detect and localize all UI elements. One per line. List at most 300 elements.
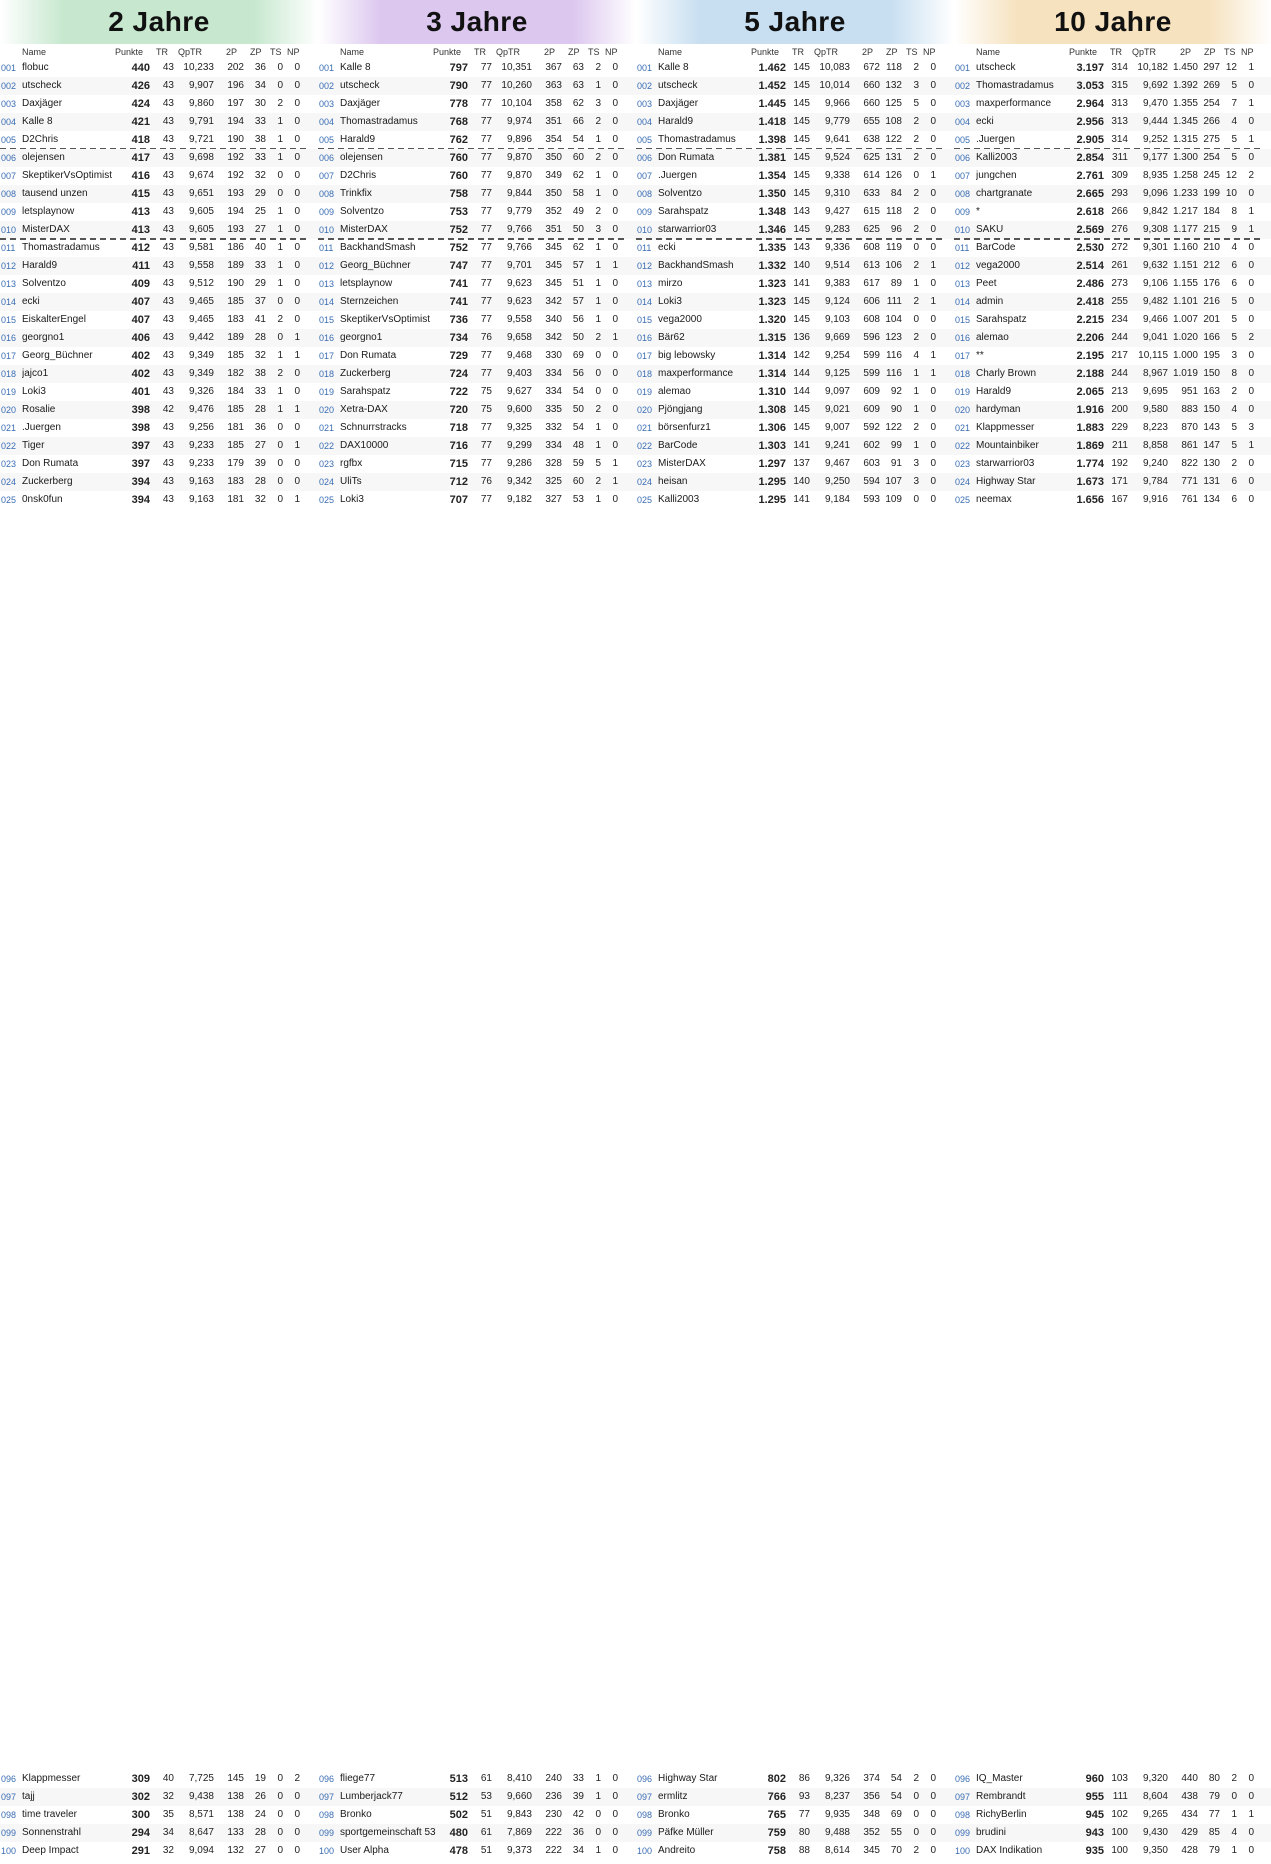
cell-qtr: 8,614 [824,1845,850,1856]
cell-rank: 007 [955,171,971,181]
cell-qtr: 9,338 [824,170,850,181]
cell-qtr: 8,935 [1142,170,1168,181]
cell-pts: 2.215 [1076,314,1104,326]
cell-np: 0 [930,188,936,199]
cell-name: Kalli2003 [658,494,700,505]
cell-tr: 145 [793,98,810,109]
cell-name: Sternzeichen [340,296,399,307]
cell-zp: 297 [1203,62,1220,73]
cell-pts: 802 [767,1773,786,1785]
cell-name: Daxjäger [22,98,63,109]
cell-rank: 096 [1,1774,17,1784]
cell-rank: 097 [637,1792,653,1802]
cell-name: Päfke Müller [658,1827,714,1838]
cell-tr: 293 [1111,188,1128,199]
cell-name: alemao [658,386,691,397]
cell-np: 0 [1248,1791,1254,1802]
cell-rank: 024 [955,477,971,487]
cell-np: 0 [294,98,300,109]
cell-rank: 019 [637,387,653,397]
cell-ts: 0 [277,62,283,73]
table-row [318,221,636,239]
cell-pts: 1.332 [758,260,786,272]
cell-rank: 014 [955,297,971,307]
cell-qtr: 9,252 [1142,134,1168,145]
cell-np: 0 [930,98,936,109]
cell-ts: 0 [277,422,283,433]
cell-tr: 43 [162,368,174,379]
cell-qtr: 9,373 [506,1845,532,1856]
cell-zp: 80 [1208,1773,1220,1784]
cell-pts: 291 [131,1845,150,1857]
cell-pts: 2.761 [1076,170,1104,182]
cell-zp: 69 [572,350,584,361]
cell-zp: 33 [254,386,266,397]
table-row [318,185,636,203]
cell-tr: 313 [1111,116,1128,127]
cell-np: 1 [294,350,300,361]
cell-tr: 313 [1111,98,1128,109]
cell-ts: 8 [1231,206,1237,217]
cell-zp: 266 [1203,116,1220,127]
cell-qtr: 9,669 [824,332,850,343]
cell-pts: 407 [131,314,150,326]
cell-qtr: 9,660 [506,1791,532,1802]
cell-qtr: 9,430 [1142,1827,1168,1838]
table-row [636,455,954,473]
cell-qtr: 9,096 [1142,188,1168,199]
table-row [318,365,636,383]
cell-tr: 145 [793,224,810,235]
cell-ts: 0 [913,494,919,505]
cell-tr: 167 [1111,494,1128,505]
cell-zp: 62 [572,242,584,253]
cell-tr: 217 [1111,350,1128,361]
cell-tr: 137 [793,458,810,469]
cell-zp: 104 [885,314,902,325]
table-row [636,1824,954,1842]
cell-np: 0 [1248,1773,1254,1784]
cell-ts: 1 [595,170,601,181]
cell-rank: 098 [1,1810,17,1820]
table-row [636,95,954,113]
cell-pts: 741 [449,296,468,308]
cell-ts: 2 [277,314,283,325]
cell-pts: 1.381 [758,152,786,164]
cell-zp: 36 [254,62,266,73]
cell-qtr: 9,658 [506,332,532,343]
cell-zp: 70 [890,1845,902,1856]
table-row [954,491,1271,509]
table-row [0,1788,318,1806]
cell-pts: 1.656 [1076,494,1104,506]
cell-qtr: 9,623 [506,296,532,307]
cell-ts: 5 [913,98,919,109]
table-row [636,1806,954,1824]
cell-rank: 100 [637,1846,653,1856]
table-row [954,365,1271,383]
cell-ts: 1 [277,134,283,145]
cell-np: 1 [1248,224,1254,235]
cell-name: Thomastradamus [340,116,418,127]
table-row [0,1824,318,1842]
cell-zp: 269 [1203,80,1220,91]
cell-ts: 2 [913,260,919,271]
cell-tr: 75 [480,404,492,415]
cell-rank: 006 [319,153,335,163]
cell-ts: 2 [595,206,601,217]
cell-ts: 1 [595,422,601,433]
cell-np: 0 [930,62,936,73]
cell-tr: 43 [162,188,174,199]
cell-ts: 0 [277,332,283,343]
cell-pts: 2.956 [1076,116,1104,128]
cell-qtr: 9,581 [188,242,214,253]
cell-rank: 001 [955,63,971,73]
column-header: NP [923,47,936,57]
cell-rank: 006 [637,153,653,163]
cell-pts: 440 [131,62,150,74]
cell-zp: 132 [885,80,902,91]
cell-pts: 766 [767,1791,786,1803]
cell-np: 0 [612,98,618,109]
cell-qtr: 9,784 [1142,476,1168,487]
cell-qtr: 9,308 [1142,224,1168,235]
cell-zp: 275 [1203,134,1220,145]
cell-zp: 85 [1208,1827,1220,1838]
cell-np: 0 [294,206,300,217]
row-gap [318,509,636,1770]
cell-ts: 2 [277,368,283,379]
cell-ts: 5 [1231,314,1237,325]
cell-np: 0 [930,80,936,91]
cell-qtr: 10,083 [819,62,850,73]
cell-qtr: 9,233 [188,458,214,469]
cell-name: jungchen [976,170,1017,181]
cell-name: DAX10000 [340,440,389,451]
cell-zp: 130 [1203,458,1220,469]
table-row [0,1806,318,1824]
cell-zp2: 883 [1181,404,1198,415]
cell-tr: 314 [1111,134,1128,145]
cell-pts: 426 [131,80,150,92]
cell-name: Harald9 [22,260,58,271]
cell-qtr: 9,860 [188,98,214,109]
cell-zp2: 145 [227,1773,244,1784]
cell-zp: 119 [886,242,902,253]
cell-zp: 125 [885,98,902,109]
cell-np: 0 [1248,1845,1254,1856]
cell-rank: 007 [319,171,335,181]
cell-rank: 019 [319,387,335,397]
cell-ts: 3 [913,80,919,91]
cell-name: UliTs [340,476,362,487]
cell-zp: 41 [254,314,266,325]
cell-qtr: 9,482 [1142,296,1168,307]
cell-rank: 016 [637,333,653,343]
cell-pts: 1.869 [1076,440,1104,452]
cell-zp: 33 [254,260,266,271]
cell-rank: 005 [1,135,17,145]
cell-tr: 144 [793,386,810,397]
cell-tr: 213 [1111,386,1128,397]
column-header: TS [270,47,282,57]
table-row [0,131,318,149]
cell-zp2: 190 [227,134,244,145]
cell-ts: 5 [1231,332,1237,343]
cell-zp: 245 [1203,170,1220,181]
cell-rank: 010 [637,225,653,235]
cell-tr: 43 [162,440,174,451]
cell-ts: 6 [1231,260,1237,271]
cell-pts: 1.297 [758,458,786,470]
cell-name: Thomastradamus [22,242,100,253]
cell-tr: 51 [480,1845,492,1856]
cell-qtr: 9,674 [188,170,214,181]
cell-pts: 1.295 [758,494,786,506]
cell-np: 0 [294,1809,300,1820]
cell-rank: 010 [319,225,335,235]
cell-pts: 406 [131,332,150,344]
cell-rank: 003 [319,99,335,109]
column-header: QpTR [178,47,203,57]
cell-pts: 2.486 [1076,278,1104,290]
table-row [636,491,954,509]
cell-qtr: 9,698 [188,152,214,163]
cell-zp: 69 [890,1809,902,1820]
cell-zp: 34 [572,1845,584,1856]
cell-ts: 0 [277,188,283,199]
cell-rank: 099 [319,1828,335,1838]
cell-name: utscheck [340,80,380,91]
cell-np: 0 [930,152,936,163]
cell-tr: 77 [480,440,492,451]
cell-qtr: 9,342 [506,476,532,487]
cell-pts: 1.445 [758,98,786,110]
cell-pts: 300 [131,1809,150,1821]
cell-np: 0 [930,1773,936,1784]
cell-ts: 6 [1231,278,1237,289]
cell-pts: 960 [1085,1773,1104,1785]
cell-np: 1 [294,494,300,505]
table-row [318,239,636,257]
cell-pts: 512 [449,1791,468,1803]
cell-zp2: 138 [227,1809,244,1820]
cell-zp2: 1.355 [1172,98,1198,109]
cell-name: * [976,206,980,217]
cell-name: .Juergen [22,422,61,433]
cell-zp2: 222 [545,1845,562,1856]
cell-name: Bär62 [658,332,685,343]
cell-zp2: 655 [863,116,880,127]
table-row [0,221,318,239]
cell-pts: 724 [449,368,468,380]
cell-tr: 77 [480,242,492,253]
cell-np: 0 [612,1845,618,1856]
cell-zp2: 185 [227,440,244,451]
cell-rank: 013 [319,279,335,289]
cell-ts: 2 [913,152,919,163]
cell-rank: 024 [1,477,17,487]
cell-ts: 1 [277,224,283,235]
cell-zp: 210 [1203,242,1220,253]
table-row [0,437,318,455]
cell-rank: 025 [955,495,971,505]
cell-pts: 1.295 [758,476,786,488]
cell-qtr: 9,256 [188,422,214,433]
cell-tr: 200 [1111,404,1128,415]
cell-rank: 013 [955,279,971,289]
cell-np: 0 [612,206,618,217]
cell-qtr: 9,041 [1142,332,1168,343]
cell-zp2: 190 [227,278,244,289]
cell-rank: 018 [319,369,335,379]
cell-name: Xetra-DAX [340,404,388,415]
cell-zp: 147 [1203,440,1220,451]
cell-tr: 40 [162,1773,174,1784]
cell-ts: 5 [1231,80,1237,91]
cell-rank: 009 [319,207,335,217]
cell-zp: 50 [572,404,584,415]
cell-qtr: 9,097 [824,386,850,397]
cell-pts: 1.418 [758,116,786,128]
cell-pts: 2.206 [1076,332,1104,344]
cell-tr: 77 [480,260,492,271]
cell-np: 0 [612,440,618,451]
cell-rank: 005 [319,135,335,145]
table-row [954,203,1271,221]
cell-zp: 29 [254,188,266,199]
column-header: Name [340,47,365,57]
cell-np: 0 [294,1827,300,1838]
table-row [318,167,636,185]
column-header: 2P [862,47,874,57]
cell-zp2: 179 [227,458,244,469]
cell-zp: 57 [572,296,584,307]
cell-tr: 143 [793,206,810,217]
cell-np: 0 [612,152,618,163]
cell-qtr: 9,966 [824,98,850,109]
cell-zp2: 194 [227,206,244,217]
cell-name: Harald9 [340,134,376,145]
cell-np: 0 [612,1791,618,1802]
cell-pts: 418 [131,134,150,146]
cell-zp: 33 [254,116,266,127]
table-row [0,203,318,221]
cell-zp2: 182 [227,368,244,379]
cell-np: 0 [930,404,936,415]
cell-zp2: 342 [545,332,562,343]
cell-pts: 1.314 [758,350,786,362]
cell-tr: 315 [1111,80,1128,91]
cell-tr: 43 [162,476,174,487]
cell-name: EiskalterEngel [22,314,86,325]
cell-name: Solventzo [22,278,66,289]
cell-zp2: 345 [863,1845,880,1856]
cell-zp2: 594 [863,476,880,487]
cell-pts: 2.418 [1076,296,1104,308]
cell-name: utscheck [658,80,698,91]
cell-tr: 88 [798,1845,810,1856]
table-row [636,239,954,257]
cell-rank: 002 [319,81,335,91]
cell-pts: 762 [449,134,468,146]
cell-tr: 43 [162,314,174,325]
cell-name: Highway Star [976,476,1036,487]
table-row [636,185,954,203]
cell-np: 0 [294,62,300,73]
table-row [636,149,954,167]
cell-tr: 144 [793,368,810,379]
cell-pts: 945 [1085,1809,1104,1821]
cell-tr: 309 [1111,170,1128,181]
cell-zp: 62 [572,98,584,109]
cell-zp2: 633 [863,188,880,199]
cell-name: DAX Indikation [976,1845,1043,1856]
cell-rank: 007 [1,171,17,181]
cell-rank: 014 [319,297,335,307]
cell-name: MisterDAX [22,224,70,235]
cell-pts: 2.188 [1076,368,1104,380]
cell-name: User Alpha [340,1845,389,1856]
cell-rank: 024 [319,477,335,487]
cell-tr: 314 [1111,62,1128,73]
cell-rank: 010 [1,225,17,235]
cell-rank: 012 [637,261,653,271]
cell-qtr: 9,870 [506,152,532,163]
cell-zp: 118 [886,206,902,217]
cell-np: 0 [1248,458,1254,469]
cell-tr: 43 [162,386,174,397]
cell-pts: 1.310 [758,386,786,398]
cell-pts: 1.335 [758,242,786,254]
cell-zp2: 660 [863,80,880,91]
cell-ts: 1 [277,206,283,217]
cell-np: 0 [612,296,618,307]
cell-rank: 015 [319,315,335,325]
cell-qtr: 9,605 [188,224,214,235]
table-row [954,185,1271,203]
cell-zp2: 335 [545,404,562,415]
cell-qtr: 9,524 [824,152,850,163]
cell-zp: 89 [890,278,902,289]
cell-pts: 753 [449,206,468,218]
cell-qtr: 9,907 [188,80,214,91]
cell-np: 0 [294,134,300,145]
cell-name: Rembrandt [976,1791,1026,1802]
cell-qtr: 10,115 [1138,350,1168,361]
table-row [0,365,318,383]
table-row [954,1788,1271,1806]
cell-zp: 42 [572,1809,584,1820]
column-header: QpTR [496,47,521,57]
cell-zp: 27 [254,440,266,451]
cell-ts: 2 [913,332,919,343]
cell-zp2: 328 [545,458,562,469]
cell-qtr: 9,250 [824,476,850,487]
cell-qtr: 10,014 [819,80,850,91]
cell-np: 1 [930,260,936,271]
cell-qtr: 9,106 [1142,278,1168,289]
panel-title: 5 Jahre [636,0,954,44]
cell-np: 0 [1248,386,1254,397]
cell-zp2: 352 [863,1827,880,1838]
cell-tr: 76 [480,476,492,487]
cell-np: 0 [930,134,936,145]
cell-tr: 32 [162,1845,174,1856]
cell-name: SkeptikerVsOptimist [22,170,113,181]
table-row [0,383,318,401]
